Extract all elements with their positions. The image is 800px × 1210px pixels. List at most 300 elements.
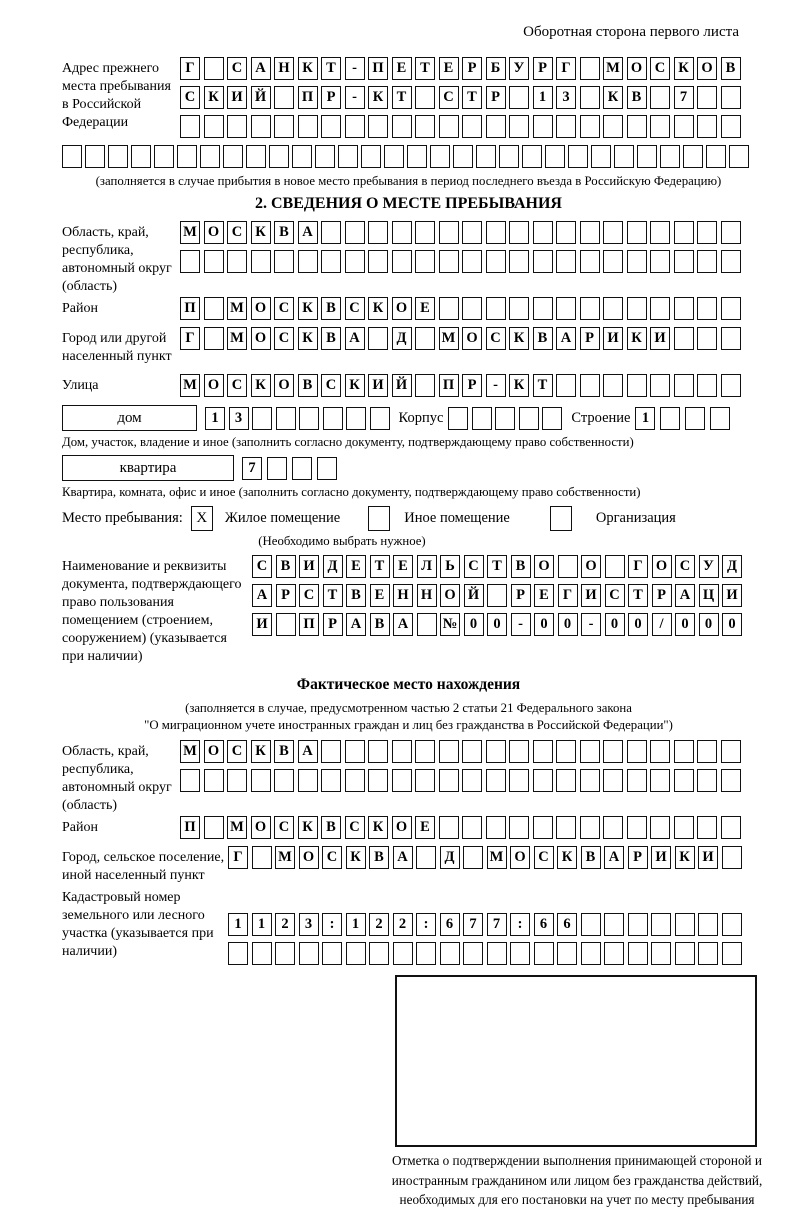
char-box <box>604 913 624 936</box>
stamp-caption: Отметка о подтверждении выполнения принимающей стороной и иностранным гражданином или лицом без гражданства действий, необходимых для его постановки на учет по месту пребывания <box>391 1152 763 1208</box>
char-box <box>251 250 271 273</box>
char-box <box>486 297 506 320</box>
char-box: М <box>227 297 247 320</box>
char-box: Й <box>251 86 271 109</box>
char-box <box>581 942 601 965</box>
char-box <box>345 115 365 138</box>
char-box: 0 <box>487 613 507 636</box>
char-box: : <box>416 913 436 936</box>
prev-address-block <box>62 57 755 144</box>
char-box <box>580 297 600 320</box>
char-box: Г <box>180 327 200 350</box>
actual-city-block <box>62 846 755 885</box>
char-box <box>227 115 247 138</box>
char-box: Л <box>417 555 437 578</box>
char-box: Ц <box>699 584 719 607</box>
char-box <box>674 740 694 763</box>
char-box <box>509 297 529 320</box>
char-box <box>533 740 553 763</box>
char-box <box>361 145 381 168</box>
char-box: С <box>274 327 294 350</box>
char-box <box>462 816 482 839</box>
char-box: С <box>227 57 247 80</box>
char-box: / <box>652 613 672 636</box>
char-box: К <box>251 374 271 397</box>
char-box: О <box>510 846 530 869</box>
char-box: О <box>274 374 294 397</box>
char-box: П <box>368 57 388 80</box>
char-box <box>499 145 519 168</box>
char-box <box>556 297 576 320</box>
char-box: С <box>274 816 294 839</box>
char-box: М <box>487 846 507 869</box>
actual-city-label: Город, сельское поселение, иной населенный пункт <box>62 850 225 883</box>
char-box <box>556 221 576 244</box>
char-box <box>729 145 749 168</box>
char-box <box>292 145 312 168</box>
char-box: И <box>581 584 601 607</box>
char-box <box>509 816 529 839</box>
char-box: К <box>557 846 577 869</box>
char-box: И <box>650 327 670 350</box>
char-box: 6 <box>440 913 460 936</box>
char-box <box>274 86 294 109</box>
char-box: Г <box>628 555 648 578</box>
char-box <box>674 816 694 839</box>
char-box: С <box>650 57 670 80</box>
char-box: Й <box>464 584 484 607</box>
char-box <box>439 250 459 273</box>
char-box: Н <box>274 57 294 80</box>
char-box <box>368 327 388 350</box>
char-box: О <box>581 555 601 578</box>
char-box: Т <box>462 86 482 109</box>
char-box <box>439 115 459 138</box>
char-box <box>556 250 576 273</box>
char-box <box>721 250 741 273</box>
char-box <box>392 115 412 138</box>
checkbox-residential: X <box>191 506 213 531</box>
char-box: - <box>486 374 506 397</box>
char-box <box>674 250 694 273</box>
char-box <box>298 769 318 792</box>
char-box <box>108 145 128 168</box>
char-box: В <box>276 555 296 578</box>
char-box <box>556 115 576 138</box>
char-box <box>345 250 365 273</box>
char-box <box>274 115 294 138</box>
char-box: 0 <box>628 613 648 636</box>
stay-type-label: Место пребывания: <box>62 510 183 527</box>
char-box <box>542 407 562 430</box>
char-box: Р <box>462 374 482 397</box>
char-box: С <box>227 740 247 763</box>
char-box <box>368 769 388 792</box>
char-box <box>321 250 341 273</box>
char-box: 7 <box>463 913 483 936</box>
char-box: В <box>627 86 647 109</box>
char-box <box>223 145 243 168</box>
char-box: Р <box>652 584 672 607</box>
char-box: М <box>180 740 200 763</box>
char-box <box>462 297 482 320</box>
char-box: И <box>368 374 388 397</box>
char-box <box>650 769 670 792</box>
char-box: В <box>274 221 294 244</box>
char-box: Б <box>486 57 506 80</box>
char-box <box>440 942 460 965</box>
char-box <box>204 769 224 792</box>
char-box <box>722 913 742 936</box>
city-block <box>62 327 755 366</box>
actual-location-notes <box>62 700 755 735</box>
char-box: С <box>252 555 272 578</box>
char-box: А <box>675 584 695 607</box>
char-box: С <box>464 555 484 578</box>
char-box <box>604 942 624 965</box>
char-box <box>415 740 435 763</box>
page-header-note: Оборотная сторона первого листа <box>523 24 739 40</box>
prev-address-rows <box>180 57 741 144</box>
char-box: Д <box>392 327 412 350</box>
char-box: 0 <box>558 613 578 636</box>
char-box: К <box>368 86 388 109</box>
char-box <box>650 221 670 244</box>
document-label: Наименование и реквизиты документа, подтверждающего право пользования помещением (строением, сооружением) (указывается при наличии) <box>62 559 242 664</box>
char-box <box>603 115 623 138</box>
char-box: А <box>298 221 318 244</box>
char-box <box>415 327 435 350</box>
char-box: Р <box>462 57 482 80</box>
char-box: А <box>556 327 576 350</box>
char-box <box>204 57 224 80</box>
char-box: О <box>440 584 460 607</box>
char-box: : <box>510 913 530 936</box>
char-box: Г <box>558 584 578 607</box>
char-box: О <box>392 297 412 320</box>
actual-district-label: Район <box>62 820 98 836</box>
char-box: Е <box>370 584 390 607</box>
char-box <box>276 613 296 636</box>
document-row-2 <box>252 584 742 607</box>
checkbox-organization <box>550 506 572 531</box>
char-box <box>345 769 365 792</box>
region-label: Область, край, республика, автономный округ (область) <box>62 225 172 294</box>
char-box <box>637 145 657 168</box>
char-box: М <box>275 846 295 869</box>
char-box <box>315 145 335 168</box>
char-box <box>476 145 496 168</box>
char-box <box>580 86 600 109</box>
char-box <box>415 221 435 244</box>
stroenie-cells <box>635 407 730 430</box>
char-box <box>321 769 341 792</box>
char-box <box>227 250 247 273</box>
char-box <box>674 297 694 320</box>
char-box: К <box>627 327 647 350</box>
region-block <box>62 221 755 296</box>
char-box <box>650 115 670 138</box>
char-box: В <box>721 57 741 80</box>
char-box: 1 <box>533 86 553 109</box>
char-box <box>721 297 741 320</box>
char-box: О <box>392 816 412 839</box>
char-box: С <box>299 584 319 607</box>
char-box <box>627 769 647 792</box>
char-box: К <box>603 86 623 109</box>
char-box <box>533 769 553 792</box>
char-box: С <box>486 327 506 350</box>
char-box <box>698 942 718 965</box>
char-box <box>486 250 506 273</box>
document-row-3 <box>252 613 742 636</box>
char-box <box>533 816 553 839</box>
char-box <box>370 407 390 430</box>
option-residential-label: Жилое помещение <box>224 510 341 527</box>
char-box: И <box>722 584 742 607</box>
char-box: 7 <box>674 86 694 109</box>
char-box: Д <box>440 846 460 869</box>
char-box: С <box>605 584 625 607</box>
char-box: У <box>509 57 529 80</box>
prev-address-label: Адрес прежнего места пребывания в Российской Федерации <box>62 61 171 130</box>
char-box <box>697 221 717 244</box>
char-box: 2 <box>369 913 389 936</box>
char-box <box>368 115 388 138</box>
char-box: К <box>298 816 318 839</box>
char-box <box>650 740 670 763</box>
char-box <box>416 846 436 869</box>
char-box <box>685 407 705 430</box>
char-box: Р <box>323 613 343 636</box>
char-box: Т <box>321 57 341 80</box>
char-box <box>338 145 358 168</box>
char-box <box>321 740 341 763</box>
char-box <box>509 115 529 138</box>
char-box <box>533 250 553 273</box>
char-box <box>276 407 296 430</box>
char-box <box>415 115 435 138</box>
char-box: Г <box>556 57 576 80</box>
char-box <box>697 374 717 397</box>
char-box: К <box>204 86 224 109</box>
apartment-note: Квартира, комната, офис и иное (заполнить согласно документу, подтверждающему право собственности) <box>62 485 641 500</box>
char-box: У <box>699 555 719 578</box>
char-box <box>251 769 271 792</box>
char-box <box>392 769 412 792</box>
char-box: К <box>298 57 318 80</box>
char-box <box>721 327 741 350</box>
char-box: Й <box>392 374 412 397</box>
char-box <box>651 913 671 936</box>
char-box <box>204 816 224 839</box>
char-box: 0 <box>534 613 554 636</box>
char-box <box>439 816 459 839</box>
district-label: Район <box>62 300 98 316</box>
char-box: К <box>368 297 388 320</box>
char-box <box>345 221 365 244</box>
char-box: К <box>345 374 365 397</box>
char-box: Р <box>486 86 506 109</box>
char-box: Т <box>392 86 412 109</box>
char-box <box>580 816 600 839</box>
char-box: М <box>439 327 459 350</box>
char-box <box>368 221 388 244</box>
char-box <box>269 145 289 168</box>
char-box <box>603 250 623 273</box>
region-rows <box>180 221 741 279</box>
char-box: С <box>322 846 342 869</box>
char-box <box>580 374 600 397</box>
actual-region-block <box>62 740 755 815</box>
stroenie-label: Строение <box>571 409 631 426</box>
char-box: - <box>581 613 601 636</box>
char-box <box>674 769 694 792</box>
char-box <box>650 297 670 320</box>
char-box: К <box>298 327 318 350</box>
char-box: Р <box>533 57 553 80</box>
section2-title: 2. СВЕДЕНИЯ О МЕСТЕ ПРЕБЫВАНИЯ <box>255 195 562 212</box>
char-box <box>322 942 342 965</box>
char-box: О <box>534 555 554 578</box>
char-box <box>462 769 482 792</box>
char-box <box>323 407 343 430</box>
char-box: В <box>274 740 294 763</box>
char-box <box>558 555 578 578</box>
char-box: 3 <box>299 913 319 936</box>
char-box: А <box>345 327 365 350</box>
char-box <box>317 457 337 480</box>
char-box <box>384 145 404 168</box>
char-box: Е <box>392 57 412 80</box>
char-box <box>274 250 294 273</box>
char-box <box>486 221 506 244</box>
char-box <box>510 942 530 965</box>
char-box: С <box>227 221 247 244</box>
char-box <box>204 115 224 138</box>
char-box: Р <box>276 584 296 607</box>
char-box: Е <box>346 555 366 578</box>
char-box: С <box>675 555 695 578</box>
char-box <box>227 769 247 792</box>
char-box <box>650 816 670 839</box>
char-box <box>299 407 319 430</box>
char-box: 7 <box>242 457 262 480</box>
char-box <box>439 297 459 320</box>
char-box <box>439 221 459 244</box>
cadastre-label: Кадастровый номер земельного или лесного участка (указывается при наличии) <box>62 889 214 959</box>
actual-region-label: Область, край, республика, автономный округ (область) <box>62 744 172 814</box>
char-box: О <box>627 57 647 80</box>
char-box: К <box>298 297 318 320</box>
char-box: Т <box>628 584 648 607</box>
city-label: Город или другой населенный пункт <box>62 330 172 364</box>
char-box: Е <box>415 297 435 320</box>
apartment-cells <box>242 457 337 480</box>
char-box <box>430 145 450 168</box>
char-box: О <box>251 297 271 320</box>
char-box <box>486 740 506 763</box>
char-box <box>439 740 459 763</box>
char-box: Т <box>370 555 390 578</box>
char-box <box>392 740 412 763</box>
char-box <box>392 221 412 244</box>
char-box <box>228 942 248 965</box>
char-box: В <box>321 297 341 320</box>
char-box: Р <box>580 327 600 350</box>
char-box <box>462 740 482 763</box>
char-box <box>580 250 600 273</box>
char-box <box>292 457 312 480</box>
char-box: О <box>251 816 271 839</box>
char-box <box>697 297 717 320</box>
char-box <box>627 221 647 244</box>
char-box <box>674 374 694 397</box>
char-box <box>603 816 623 839</box>
char-box <box>369 942 389 965</box>
char-box: Е <box>393 555 413 578</box>
char-box <box>462 221 482 244</box>
char-box: В <box>369 846 389 869</box>
char-box <box>627 740 647 763</box>
char-box <box>603 740 623 763</box>
house-number-cells <box>205 407 390 430</box>
char-box: К <box>509 327 529 350</box>
char-box <box>204 327 224 350</box>
char-box <box>519 407 539 430</box>
char-box <box>415 250 435 273</box>
char-box <box>591 145 611 168</box>
char-box: К <box>675 846 695 869</box>
char-box <box>453 145 473 168</box>
char-box: М <box>603 57 623 80</box>
char-box: В <box>321 816 341 839</box>
char-box: 2 <box>393 913 413 936</box>
char-box: И <box>299 555 319 578</box>
street-row <box>180 374 741 397</box>
char-box <box>697 816 717 839</box>
char-box: Д <box>722 555 742 578</box>
char-box <box>706 145 726 168</box>
korpus-cells <box>448 407 562 430</box>
char-box <box>486 769 506 792</box>
prev-address-row-3 <box>180 115 741 138</box>
char-box: С <box>345 816 365 839</box>
char-box: Т <box>533 374 553 397</box>
street-label: Улица <box>62 378 99 394</box>
actual-district-row <box>180 816 741 839</box>
char-box <box>486 816 506 839</box>
char-box <box>650 86 670 109</box>
char-box <box>252 407 272 430</box>
char-box <box>392 250 412 273</box>
char-box <box>556 374 576 397</box>
char-box <box>556 816 576 839</box>
char-box: С <box>274 297 294 320</box>
char-box: К <box>509 374 529 397</box>
actual-district-block <box>62 816 755 845</box>
char-box: : <box>322 913 342 936</box>
char-box <box>627 115 647 138</box>
char-box <box>509 769 529 792</box>
char-box: В <box>346 584 366 607</box>
char-box <box>603 769 623 792</box>
char-box: 0 <box>675 613 695 636</box>
char-box: Е <box>534 584 554 607</box>
confirmation-stamp-box <box>395 975 757 1147</box>
char-box <box>627 816 647 839</box>
char-box: М <box>227 816 247 839</box>
